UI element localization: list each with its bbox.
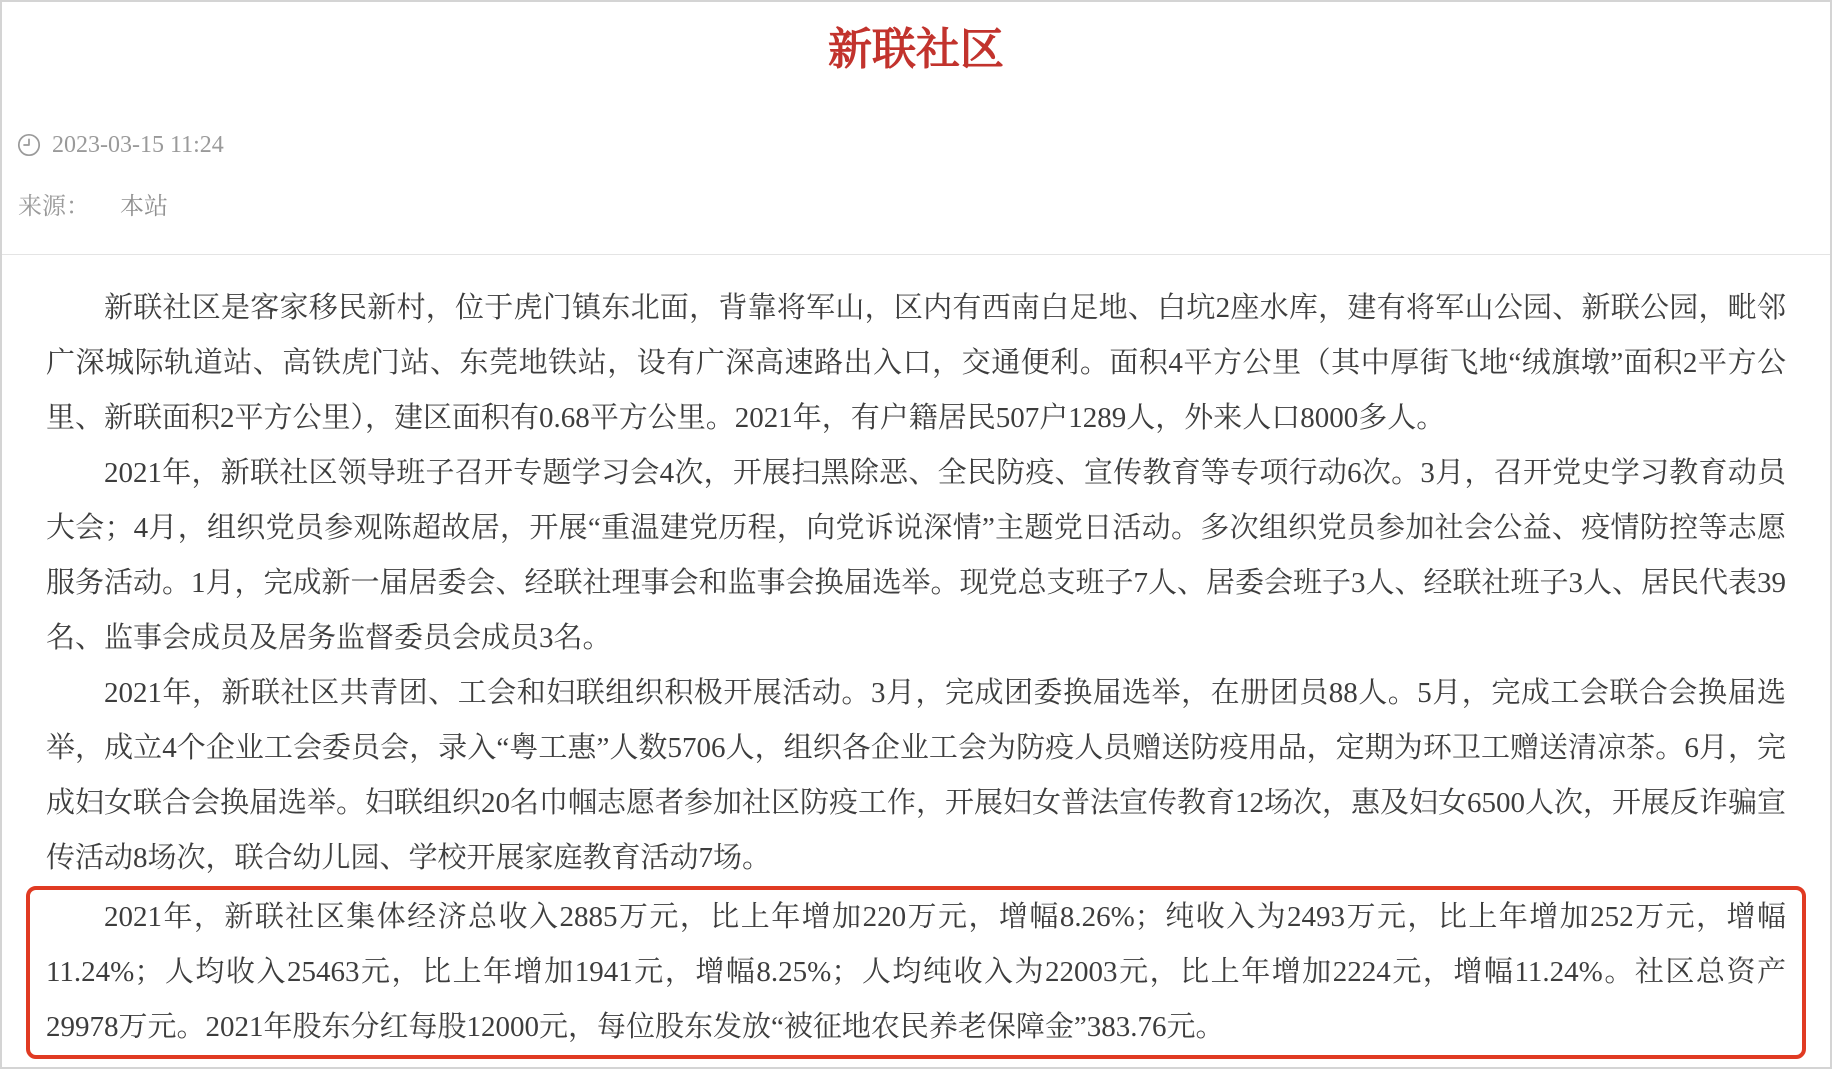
divider [2,254,1830,255]
source-row [18,186,1830,220]
source-label: 来源： [18,194,90,220]
paragraph-leadership: 2021年，新联社区领导班子召开专题学习会4次，开展扫黑除恶、全民防疫、宣传教育等专项行动6次。3月，召开党史学习教育动员大会；4月，组织党员参观陈超故居，开展“重温建党历程，向党诉说深情”主题党日活动。多次组织党员参加社会公益、疫情防控等志愿服务活动。1月，完成新一届居委会、经联社理事会和监事会换届选举。现党总支班子7人、居委会班子3人、经联社班子3人、居民代表39名、监事会成员及居务监督委员会成员3名。 [46,457,1787,654]
source-value: 本站 [120,194,168,220]
clock-icon [16,132,42,158]
paragraph-economy-highlighted: 2021年，新联社区集体经济总收入2885万元，比上年增加220万元，增幅8.26%；纯收入为2493万元，比上年增加252万元，增幅11.24%；人均收入25463元，比上年增加1941元，增幅8.25%；人均纯收入为22003元，比上年增加2224元，增幅11.24%。社区总资产29978万元。2021年股东分红每股12000元，每位股东发放“被征地农民养老保障金”383.76元。 [46,901,1786,1043]
paragraph-intro: 新联社区是客家移民新村，位于虎门镇东北面，背靠将军山，区内有西南白足地、白坑2座水库，建有将军山公园、新联公园，毗邻广深城际轨道站、高铁虎门站、东莞地铁站，设有广深高速路出入口，交通便利。面积4平方公里（其中厚街飞地“绒旗墩”面积2平方公里、新联面积2平方公里），建区面积有0.68平方公里。2021年，有户籍居民507户1289人，外来人口8000多人。 [46,292,1786,434]
article-body [46,281,1786,1059]
publish-meta [16,130,1830,160]
page-title: 新联社区 [828,25,1004,74]
publish-timestamp: 2023-03-15 11:24 [52,131,224,158]
highlighted-paragraph-box [26,886,1806,1059]
paragraph-organizations: 2021年，新联社区共青团、工会和妇联组织积极开展活动。3月，完成团委换届选举，在册团员88人。5月，完成工会联合会换届选举，成立4个企业工会委员会，录入“粤工惠”人数5706人，组织各企业工会为防疫人员赠送防疫用品，定期为环卫工赠送清凉茶。6月，完成妇女联合会换届选举。妇联组织20名巾帼志愿者参加社区防疫工作，开展妇女普法宣传教育12场次，惠及妇女6500人次，开展反诈骗宣传活动8场次，联合幼儿园、学校开展家庭教育活动7场。 [46,677,1787,874]
